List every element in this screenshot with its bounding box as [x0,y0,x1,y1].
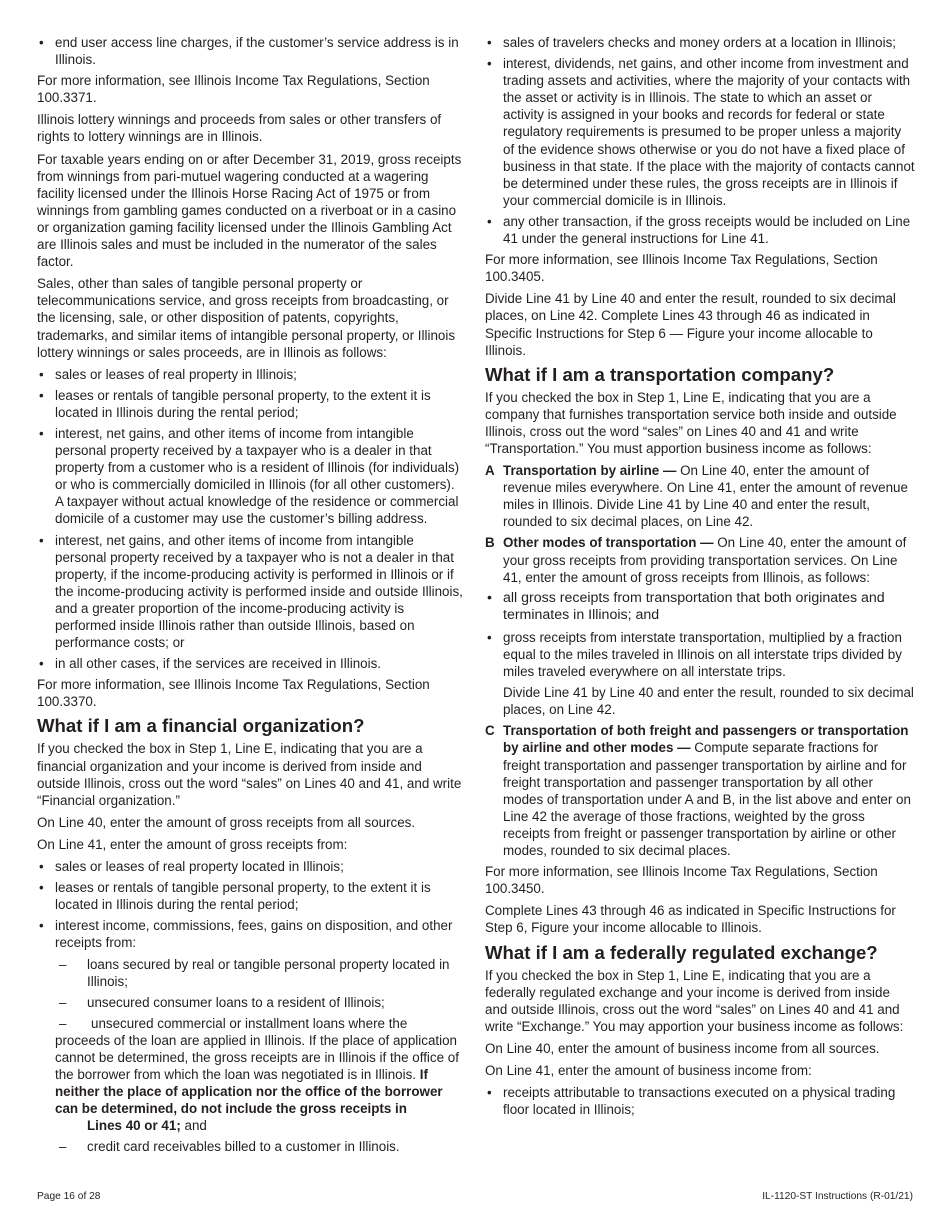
dash-item-tail [55,1117,464,1134]
dash-item-bold-text: Lines 40 or 41; [87,1118,181,1134]
left-column [37,34,464,1160]
item-letter: C [485,723,495,739]
dash-item: – loans secured by real or tangible personal property located in Illinois; [37,956,464,990]
list-item: • all gross receipts from transportation that both originates and terminates in Illinois; and [485,590,915,625]
paragraph: Illinois lottery winnings and proceeds from sales or other transfers of rights to lottery winnings are in Illinois. [37,112,442,145]
list-item: • sales of travelers checks and money orders at a location in Illinois; [485,34,915,51]
form-id: IL-1120-ST Instructions (R-01/21) [762,1191,913,1202]
list-item: • sales or leases of real property located in Illinois; [37,858,464,875]
dash-item-bold-text: If neither the place of application nor the office of the borrower can be determined, do not include the gross receipts in [55,1067,443,1117]
paragraph: If you checked the box in Step 1, Line E, indicating that you are a financial organization and your income is derived from inside and outside Illinois, cross out the word “sales” on Lines 40 and 41, and write “Financial organization.” [37,741,462,808]
paragraph: For more information, see Illinois Income Tax Regulations, Section 100.3371. [37,73,430,106]
list-item: • receipts attributable to transactions executed on a physical trading floor located in Illinois; [485,1084,915,1118]
paragraph: Sales, other than sales of tangible personal property or telecommunications service, and gross receipts from broadcasting, or the licensing, sale, or other disposition of patents, copyrights, trademarks, and similar items of intangible personal property, or Illinois lottery winnings or sales proceeds, are in Illinois as follows: [37,276,456,360]
bullet-list [485,34,915,247]
paragraph: Complete Lines 43 through 46 as indicated in Specific Instructions for Step 6, Figure your income allocable to Illinois. [485,903,896,936]
bullet-list [37,34,464,68]
list-item: • end user access line charges, if the customer’s service address is in Illinois. [37,34,464,68]
bullet-list [485,1084,915,1118]
dash-item: – credit card receivables billed to a customer in Illinois. [37,1138,464,1155]
paragraph: Divide Line 41 by Line 40 and enter the result, rounded to six decimal places, on Line 42. Complete Lines 43 through 46 as indicated in Specific Instructions for Step 6 — Figure your income allocable to Illinois. [485,291,896,358]
list-item: • any other transaction, if the gross receipts would be included on Line 41 under the general instructions for Line 41. [485,213,915,247]
paragraph: If you checked the box in Step 1, Line E, indicating that you are a company that furnishes transportation service both inside and outside Illinois, cross out the word “sales” on Lines 40 and 41 and write “Transportation.” You must apportion business income as follows: [485,389,897,456]
paragraph: Divide Line 41 by Line 40 and enter the result, rounded to six decimal places, on Line 42. [503,685,914,718]
paragraph: If you checked the box in Step 1, Line E, indicating that you are a federally regulated exchange and your income is derived from inside and outside Illinois, cross out the word “sales” on Lines 40 and 41 and write “Exchange.” You may apportion your business income as follows: [485,967,904,1034]
lettered-list [485,722,915,859]
list-item-text: interest income, commissions, fees, gains on disposition, and other receipts from: [55,918,453,951]
list-item: • gross receipts from interstate transportation, multiplied by a fraction equal to the miles traveled in Illinois on all interstate trips divided by miles traveled everywhere on all interstate trips. [485,629,915,680]
section-heading-financial: What if I am a financial organization? [37,715,365,737]
paragraph: For taxable years ending on or after December 31, 2019, gross receipts from winnings from pari-mutuel wagering conducted at a wagering facility licensed under the Illinois Horse Racing Act of 1975 or from winnings from gambling games conducted on a riverboat or in a casino or organization gaming facility licensed under the Illinois Gambling Act are Illinois sales and must be included in the numerator of the sales factor. [37,151,462,270]
paragraph: On Line 40, enter the amount of business income from all sources. [485,1040,880,1056]
right-column [485,34,915,1122]
paragraph: For more information, see Illinois Income Tax Regulations, Section 100.3370. [37,677,430,710]
item-text: Compute separate fractions for freight transportation and passenger transportation by airline and for freight transportation and passenger transportation by all other modes of transportation under A and B, in the list above and enter on Line 42 the average of those fractions, weighted by the gross receipts from freight or passenger transportation by airline or other modes, rounded to six decimal places. [503,740,911,859]
list-item: • leases or rentals of tangible personal property, to the extent it is located in Illinois during the rental period; [37,879,464,913]
dash-item: – unsecured consumer loans to a resident of Illinois; [37,994,464,1011]
dash-item [37,1015,464,1135]
paragraph: For more information, see Illinois Income Tax Regulations, Section 100.3405. [485,252,878,285]
lettered-item-c [485,722,915,859]
item-text: On Line 40, enter the amount of revenue miles everywhere. On Line 41, enter the amount of revenue miles in Illinois. Divide Line 41 by Line 40 and enter the result, rounded to six decimal places, on Line 42. [503,463,908,530]
paragraph: On Line 40, enter the amount of gross receipts from all sources. [37,814,416,830]
item-text: On Line 40, enter the amount of your gross receipts from providing transportation services. On Line 41, enter the amount of gross receipts from Illinois, as follows: [503,535,907,585]
item-letter: A [485,463,495,479]
list-item: • leases or rentals of tangible personal property, to the extent it is located in Illinois during the rental period; [37,387,464,421]
page-number: Page 16 of 28 [37,1191,101,1202]
dash-marker: – [59,1015,67,1031]
bullet-list [37,858,464,1156]
paragraph: For more information, see Illinois Income Tax Regulations, Section 100.3450. [485,864,878,897]
list-item: • interest, net gains, and other items of income from intangible personal property received by a taxpayer who is a dealer in that property from a customer who is a resident of Illinois (for individuals) or who is commercially domiciled in Illinois (for all other customers). A taxpayer without actual knowledge of the residence or commercial domicile of a customer may use the customer’s billing address. [37,425,464,528]
dash-item-text: unsecured commercial or installment loans where the proceeds of the loan are applied in Illinois. If the place of application cannot be determined, the gross receipts are in Illinois if the office of the borrower from which the loan was negotiated is in Illinois. [55,1015,459,1083]
item-letter: B [485,535,495,551]
list-item: • interest, dividends, net gains, and other income from investment and trading assets and activities, where the majority of your contacts with the asset or activity is in Illinois. The state to which an asset or activity is assigned in your books and records for federal or state regulatory requirements is presumed to be proper unless a majority of the evidence shows otherwise or you do not have a fixed place of business in that state. If the place with the majority of contacts cannot be determined under these rules, the gross receipts are in Illinois if your commercial domicile is in Illinois. [485,55,915,209]
lettered-list [485,462,915,586]
item-title: Other modes of transportation — [503,535,714,551]
bullet-list [37,366,464,673]
item-title: Transportation of both freight and passengers or transportation by airline and other modes — [503,723,909,756]
section-heading-transportation: What if I am a transportation company? [485,363,835,385]
paragraph: On Line 41, enter the amount of gross receipts from: [37,836,348,852]
section-heading-exchange: What if I am a federally regulated exchange? [485,941,878,963]
list-item: • sales or leases of real property in Illinois; [37,366,464,383]
bullet-list [485,590,915,680]
lettered-item-a [485,462,915,530]
list-item [37,917,464,1155]
lettered-item-b [485,534,915,585]
dash-item-text: and [180,1118,207,1134]
dash-list [37,956,464,1156]
paragraph: On Line 41, enter the amount of business income from: [485,1062,812,1078]
list-item: • interest, net gains, and other items of income from intangible personal property received by a taxpayer who is not a dealer in that property, if the income-producing activity is performed in Illinois or if the income-producing activity is performed inside and outside Illinois, and a greater proportion of the income-producing activity is performed inside Illinois rather than outside Illinois, based on performance costs; or [37,532,464,652]
list-item: • in all other cases, if the services are received in Illinois. [37,655,464,672]
item-title: Transportation by airline — [503,463,677,479]
